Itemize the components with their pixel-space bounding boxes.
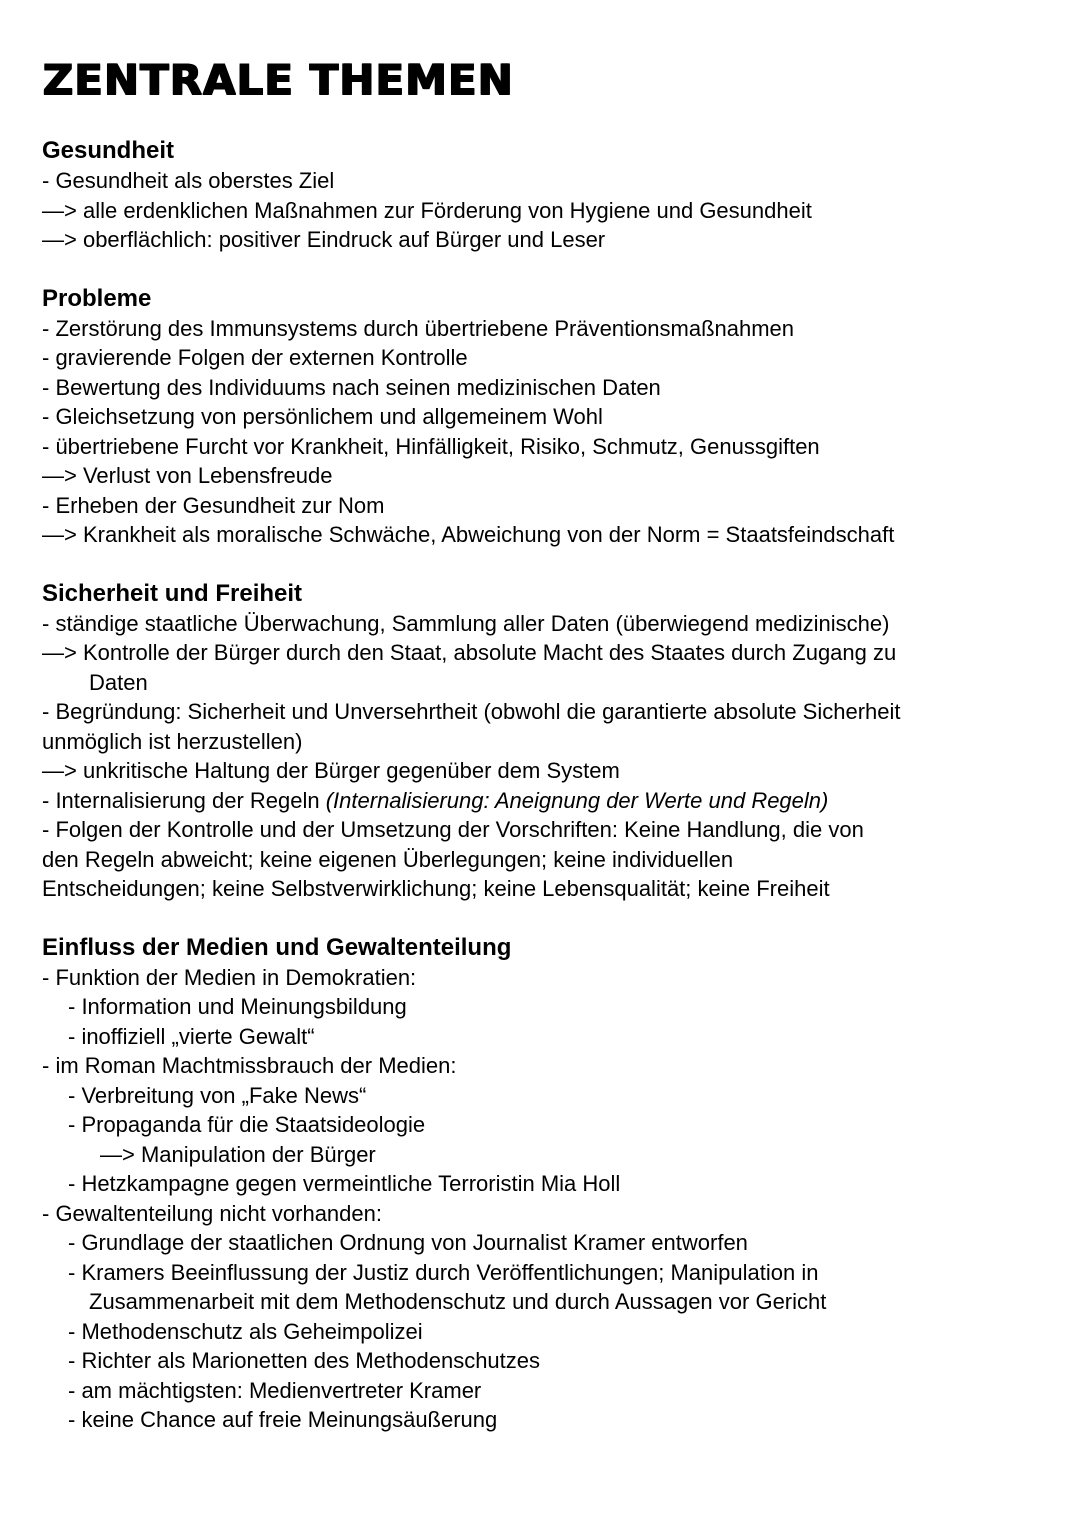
note-line <box>42 373 1042 403</box>
note-text: - Gleichsetzung von persönlichem und allgemeinem Wohl <box>42 404 603 429</box>
note-text: Entscheidungen; keine Selbstverwirklichung; keine Lebensqualität; keine Freiheit <box>42 876 830 901</box>
note-line <box>42 343 1042 373</box>
section-heading: Probleme <box>42 284 152 312</box>
note-line <box>42 1287 1042 1317</box>
note-line <box>42 609 1042 639</box>
section-probleme <box>42 284 1042 550</box>
note-text: - Gesundheit als oberstes Ziel <box>42 168 335 193</box>
note-line <box>42 314 1042 344</box>
note-text: - übertriebene Furcht vor Krankheit, Hinfälligkeit, Risiko, Schmutz, Genussgiften <box>42 433 820 459</box>
note-text: - inoffiziell „vierte Gewalt“ <box>68 1023 315 1049</box>
note-line <box>42 815 1042 845</box>
note-line <box>42 874 1042 904</box>
note-line <box>42 727 1042 757</box>
note-line <box>42 225 1042 255</box>
note-line <box>42 1110 1042 1140</box>
note-line <box>42 402 1042 432</box>
note-line <box>42 786 1042 816</box>
note-line <box>42 1051 1042 1081</box>
note-text: - keine Chance auf freie Meinungsäußerung <box>68 1407 498 1432</box>
note-text: - am mächtigsten: Medienvertreter Kramer <box>68 1377 482 1403</box>
note-text: den Regeln abweicht; keine eigenen Überlegungen; keine individuellen <box>42 846 734 872</box>
note-text: —> unkritische Haltung der Bürger gegenüber dem System <box>42 758 620 783</box>
note-text: —> Krankheit als moralische Schwäche, Abweichung von der Norm = Staatsfeindschaft <box>42 522 895 547</box>
note-text: unmöglich ist herzustellen) <box>42 728 303 754</box>
note-text: - Gewaltenteilung nicht vorhanden: <box>42 1200 382 1226</box>
note-text: Daten <box>89 669 148 695</box>
note-line <box>42 963 1042 993</box>
note-text: - Internalisierung der Regeln <box>42 787 326 813</box>
section-gesundheit <box>42 136 1042 255</box>
note-line <box>42 491 1042 521</box>
note-line <box>42 1081 1042 1111</box>
note-line <box>42 845 1042 875</box>
note-text: - Begründung: Sicherheit und Unversehrtheit (obwohl die garantierte absolute Sicherheit <box>42 699 901 724</box>
note-text: - gravierende Folgen der externen Kontrolle <box>42 345 468 370</box>
note-text: - Funktion der Medien in Demokratien: <box>42 964 417 990</box>
note-line <box>42 461 1042 491</box>
note-line <box>42 1405 1042 1435</box>
note-text: - im Roman Machtmissbrauch der Medien: <box>42 1053 457 1078</box>
section-einfluss-der-medien-und-gewaltenteilung <box>42 933 1042 1435</box>
note-text: - Verbreitung von „Fake News“ <box>68 1082 367 1108</box>
note-line <box>42 1169 1042 1199</box>
notes-content <box>42 136 1042 1435</box>
section-heading: Gesundheit <box>42 137 175 164</box>
note-text: —> Manipulation der Bürger <box>100 1141 376 1167</box>
note-line <box>42 697 1042 727</box>
note-text: - Kramers Beeinflussung der Justiz durch Veröffentlichungen; Manipulation in <box>68 1259 819 1285</box>
note-text: —> alle erdenklichen Maßnahmen zur Förderung von Hygiene und Gesundheit <box>42 197 812 223</box>
section-sicherheit-und-freiheit <box>42 579 1042 904</box>
note-text: - Grundlage der staatlichen Ordnung von Journalist Kramer entworfen <box>68 1230 748 1255</box>
note-line <box>42 196 1042 226</box>
note-text: - Hetzkampagne gegen vermeintliche Terroristin Mia Holl <box>68 1171 621 1196</box>
note-line <box>42 432 1042 462</box>
note-text: - Folgen der Kontrolle und der Umsetzung der Vorschriften: Keine Handlung, die von <box>42 817 864 842</box>
note-text-italic: (Internalisierung: Aneignung der Werte und Regeln) <box>325 787 829 813</box>
note-line <box>42 166 1042 196</box>
note-line <box>42 638 1042 668</box>
note-line <box>42 1140 1042 1170</box>
note-text: - Richter als Marionetten des Methodenschutzes <box>68 1348 541 1373</box>
section-heading: Sicherheit und Freiheit <box>42 579 303 607</box>
note-line <box>42 1346 1042 1376</box>
page-title: ZENTRALE THEMEN <box>42 55 513 104</box>
note-line <box>42 992 1042 1022</box>
note-text: - Bewertung des Individuums nach seinen medizinischen Daten <box>42 374 661 400</box>
note-line <box>42 520 1042 550</box>
note-text: —> Verlust von Lebensfreude <box>42 463 333 488</box>
note-line <box>42 1022 1042 1052</box>
note-text: - Methodenschutz als Geheimpolizei <box>68 1318 423 1344</box>
note-line <box>42 756 1042 786</box>
note-line <box>42 1258 1042 1288</box>
note-text: - Information und Meinungsbildung <box>68 994 407 1019</box>
note-line <box>42 668 1042 698</box>
note-line <box>42 1199 1042 1229</box>
note-text: - Zerstörung des Immunsystems durch übertriebene Präventionsmaßnahmen <box>42 315 795 341</box>
note-text: —> Kontrolle der Bürger durch den Staat, absolute Macht des Staates durch Zugang zu <box>42 640 897 665</box>
note-text: - Erheben der Gesundheit zur Nom <box>42 492 385 518</box>
section-heading: Einfluss der Medien und Gewaltenteilung <box>42 933 512 961</box>
note-text: - Propaganda für die Staatsideologie <box>68 1112 426 1137</box>
note-text: - ständige staatliche Überwachung, Sammlung aller Daten (überwiegend medizinische) <box>42 610 890 636</box>
note-text: —> oberflächlich: positiver Eindruck auf Bürger und Leser <box>42 227 606 252</box>
note-text: Zusammenarbeit mit dem Methodenschutz und durch Aussagen vor Gericht <box>89 1289 827 1314</box>
note-line <box>42 1317 1042 1347</box>
note-line <box>42 1376 1042 1406</box>
note-line <box>42 1228 1042 1258</box>
